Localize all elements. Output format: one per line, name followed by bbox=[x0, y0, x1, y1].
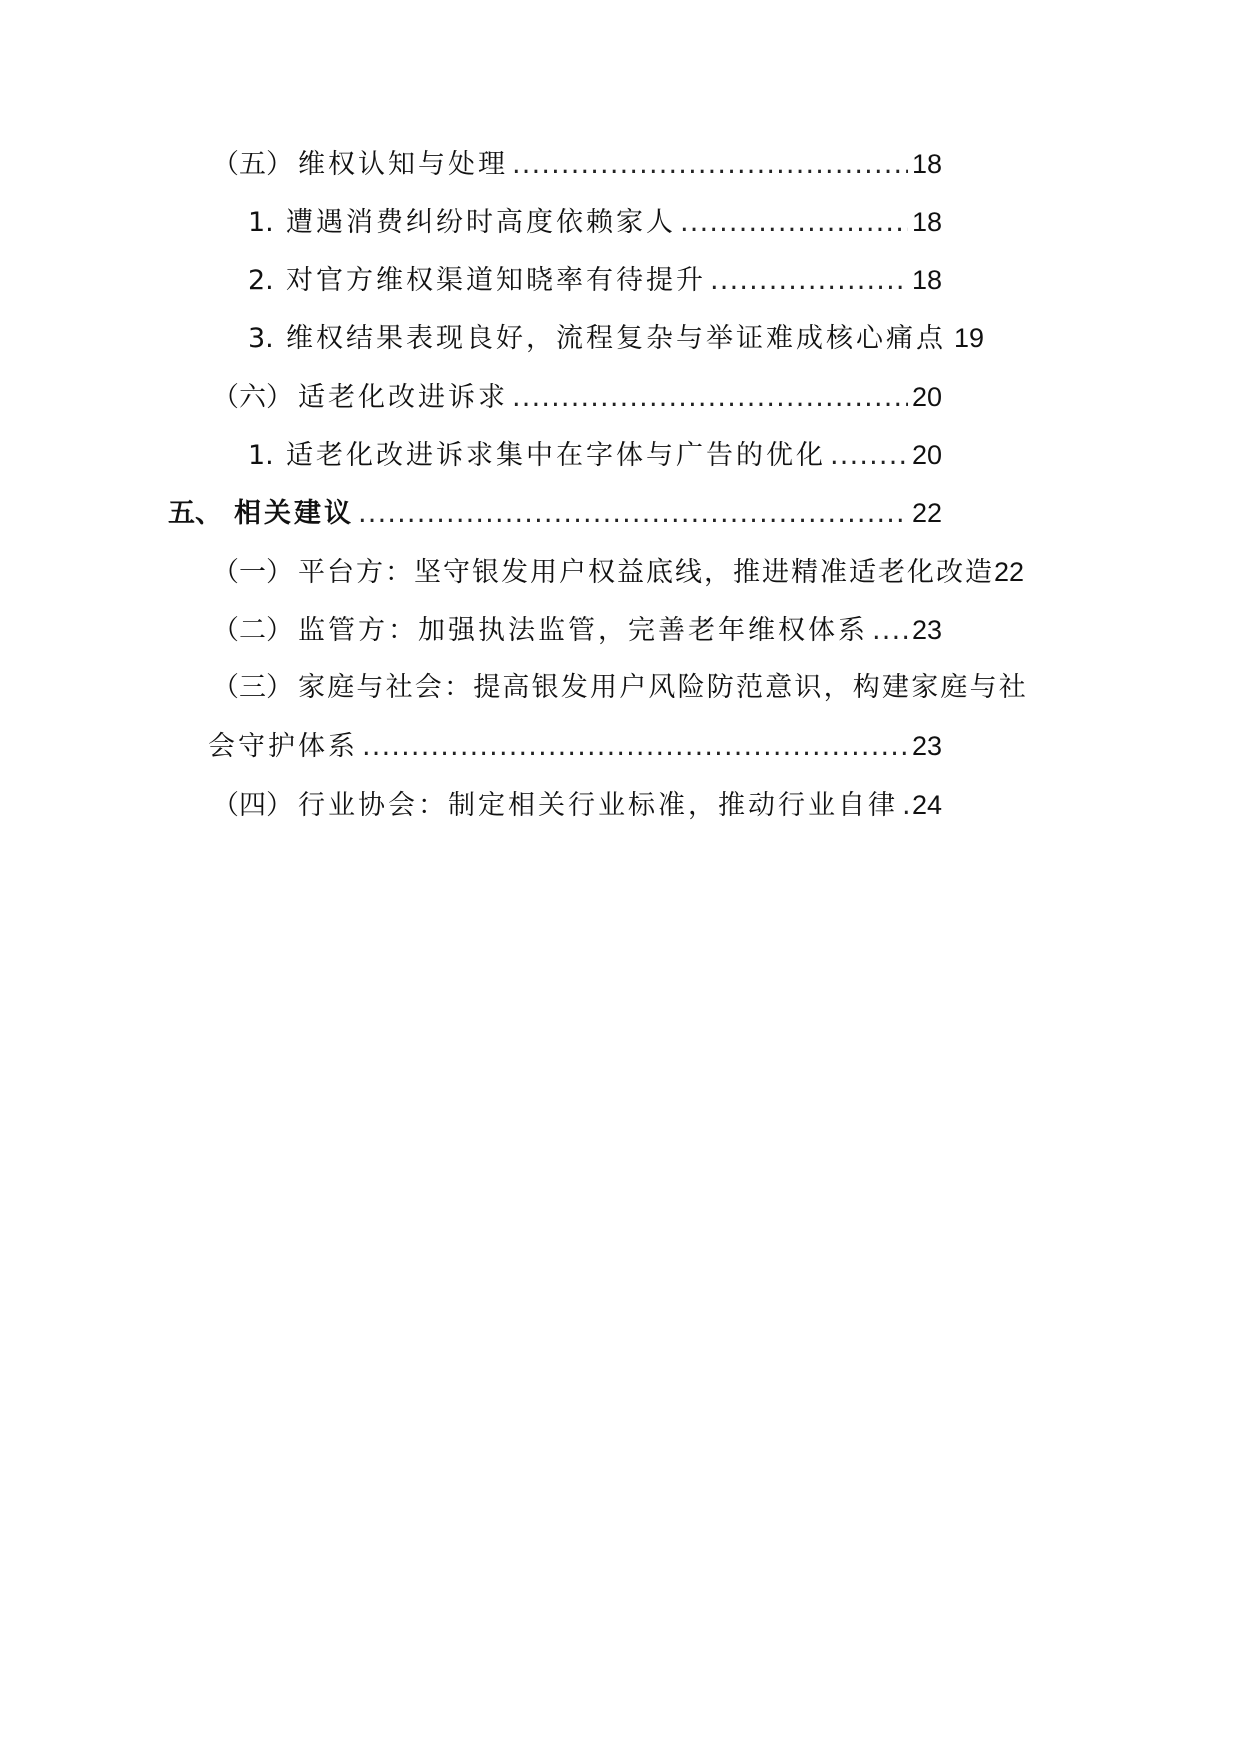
toc-entry[interactable] bbox=[248, 202, 942, 243]
toc-entry-title: 遭遇消费纠纷时高度依赖家人 bbox=[286, 207, 676, 238]
toc-dot-leader bbox=[512, 378, 908, 418]
toc-entry[interactable] bbox=[212, 377, 942, 418]
toc-entry-number: （三） bbox=[212, 672, 293, 703]
toc-entry-page: 20 bbox=[911, 382, 942, 412]
toc-entry-number: （一） bbox=[212, 557, 293, 588]
toc-entry-page: 22 bbox=[994, 557, 1025, 587]
toc-dot-leader bbox=[680, 203, 908, 243]
toc-entry-title: 监管方：加强执法监管，完善老年维权体系 bbox=[298, 615, 868, 646]
toc-entry[interactable] bbox=[248, 260, 942, 301]
toc-entry-page: 19 bbox=[954, 323, 985, 353]
toc-entry-title: 适老化改进诉求 bbox=[298, 382, 508, 413]
toc-entry-title: 平台方：坚守银发用户权益底线，推进精准适老化改造 bbox=[298, 557, 994, 588]
toc-dot-leader bbox=[902, 786, 908, 826]
toc-entry-number: 2. bbox=[248, 265, 274, 296]
toc-entry-title: 对官方维权渠道知晓率有待提升 bbox=[286, 265, 706, 296]
toc-entry[interactable] bbox=[212, 552, 1025, 593]
toc-dot-leader bbox=[362, 727, 908, 767]
toc-entry-number: 1. bbox=[248, 207, 274, 238]
toc-entry-number: （二） bbox=[212, 615, 293, 646]
toc-entry-page: 20 bbox=[911, 440, 942, 470]
toc-entry-title: 行业协会：制定相关行业标准，推动行业自律 bbox=[298, 790, 898, 821]
toc-entry-number: （六） bbox=[212, 382, 293, 413]
toc-entry-page: 18 bbox=[911, 265, 942, 295]
toc-entry-page: 18 bbox=[911, 207, 942, 237]
toc-dot-leader bbox=[710, 261, 908, 301]
toc-entry[interactable] bbox=[212, 610, 942, 651]
toc-entry[interactable] bbox=[212, 144, 942, 185]
toc-entry-page: 23 bbox=[911, 615, 942, 645]
toc-entry-number: 3. bbox=[248, 323, 274, 354]
toc-entry-page: 22 bbox=[911, 498, 942, 528]
toc-entry-title: 维权结果表现良好，流程复杂与举证难成核心痛点 bbox=[286, 323, 946, 354]
toc-dot-leader bbox=[358, 494, 908, 534]
toc-entry[interactable] bbox=[248, 435, 942, 476]
toc-entry[interactable] bbox=[168, 493, 942, 534]
toc-entry-number: （四） bbox=[212, 790, 293, 821]
toc-entry-page: 18 bbox=[911, 149, 942, 179]
toc-entry-page: 23 bbox=[911, 731, 942, 761]
toc-entry[interactable] bbox=[212, 785, 942, 826]
toc-entry-page: 24 bbox=[911, 790, 942, 820]
toc-dot-leader bbox=[830, 436, 908, 476]
toc-entry-title-continuation: 会守护体系 bbox=[208, 731, 358, 762]
toc-entry-number: 五、 bbox=[168, 498, 222, 529]
toc-entry[interactable] bbox=[248, 318, 985, 359]
toc-entry-title: 适老化改进诉求集中在字体与广告的优化 bbox=[286, 440, 826, 471]
toc-entry-title: 家庭与社会：提高银发用户风险防范意识，构建家庭与社 bbox=[298, 672, 1028, 703]
toc-entry-number: （五） bbox=[212, 149, 293, 180]
toc-entry-number: 1. bbox=[248, 440, 274, 471]
toc-entry-title: 维权认知与处理 bbox=[298, 149, 508, 180]
toc-dot-leader bbox=[512, 145, 908, 185]
toc-entry[interactable] bbox=[212, 668, 1028, 708]
toc-entry-title: 相关建议 bbox=[234, 498, 354, 529]
toc-entry-continuation[interactable] bbox=[208, 726, 942, 767]
toc-dot-leader bbox=[872, 611, 908, 651]
